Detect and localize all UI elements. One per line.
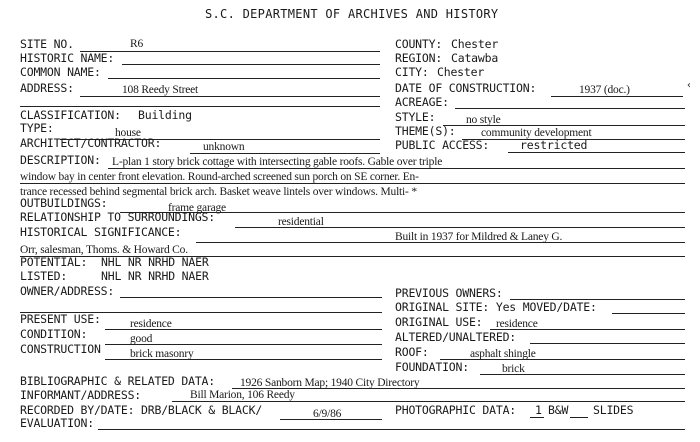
informant-line [172,401,685,402]
foundation-line [480,374,685,375]
site-no-value: R6 [130,38,144,50]
relationship-value: residential [278,216,324,228]
construction-value: brick masonry [130,348,194,360]
construction-line [105,359,382,360]
condition-value: good [130,333,153,345]
roof-line [440,359,685,360]
photographic-count-line [530,417,544,418]
date-construction-line [551,96,683,97]
section-divider [20,106,380,107]
classification-label: CLASSIFICATION: [20,108,121,122]
architect-line [190,153,380,154]
photographic-count: 1 [535,403,542,417]
roof-label: ROOF: [395,345,429,359]
architect-value: unknown [203,141,245,153]
historic-name-label: HISTORIC NAME: [20,51,115,65]
foundation-value: brick [502,363,525,375]
evaluation-label: EVALUATION: [20,416,94,430]
potential-options: NHL NR NRHD NAER [101,255,209,269]
acreage-label: ACREAGE: [395,95,449,109]
region-label: REGION: [395,51,443,65]
style-line [443,125,685,126]
outbuildings-label: OUTBUILDINGS: [20,196,108,210]
margin-tick: ‹ [686,80,693,91]
description-underline-2 [20,183,685,184]
relationship-label: RELATIONSHIP TO SURROUNDINGS: [20,210,215,224]
address-line [80,96,380,97]
original-use-value: residence [496,318,538,330]
photographic-label: PHOTOGRAPHIC DATA: [395,403,517,417]
evaluation-line [98,429,685,430]
owner-line [120,297,382,298]
form-title: S.C. DEPARTMENT OF ARCHIVES AND HISTORY [205,7,499,21]
city-label: CITY: [395,65,429,79]
present-use-line [105,329,382,330]
city-value: Chester [437,65,485,79]
historic-name-line [122,64,380,65]
present-use-value: residence [130,318,172,330]
date-construction-label: DATE OF CONSTRUCTION: [395,81,537,95]
outbuildings-value: frame garage [168,202,226,214]
bibliographic-value: 1926 Sanborn Map; 1940 City Directory [240,377,420,389]
recorded-line [280,419,382,420]
significance-line-2: Orr, salesman, Thoms. & Howard Co. [20,244,188,256]
photographic-slides: SLIDES [593,403,634,417]
altered-line [530,343,685,344]
listed-label: LISTED: [20,269,68,283]
public-access-value: restricted [520,138,588,152]
style-label: STYLE: [395,110,436,124]
acreage-line [455,108,685,109]
county-value: Chester [451,37,499,51]
significance-label: HISTORICAL SIGNIFICANCE: [20,225,182,239]
informant-value: Bill Marion, 106 Reedy [190,389,295,401]
description-underline-1 [108,168,685,169]
altered-label: ALTERED/UNALTERED: [395,330,517,344]
description-line-3: trance recessed behind segmental brick arch. Basket weave lintels over windows. Multi- * [20,186,417,198]
address-value: 108 Reedy Street [122,84,199,96]
owner-label: OWNER/ADDRESS: [20,284,115,298]
description-label: DESCRIPTION: [20,153,101,167]
region-value: Catawba [451,51,499,65]
date-construction-value: 1937 (doc.) [579,84,630,96]
original-site-line [612,313,685,314]
description-line-1: L-plan 1 story brick cottage with intersecting gable roofs. Gable over triple [112,156,443,168]
common-name-line [108,78,380,79]
original-use-line [490,329,685,330]
site-no-line [80,51,380,52]
classification-value: Building [138,108,192,122]
style-value: no style [466,114,501,126]
photographic-bw-line [570,417,588,418]
common-name-label: COMMON NAME: [20,65,101,79]
present-use-label: PRESENT USE: [20,312,101,326]
significance-line-1: Built in 1937 for Mildred & Laney G. [395,231,563,243]
public-access-label: PUBLIC ACCESS: [395,138,490,152]
previous-owners-label: PREVIOUS OWNERS: [395,286,503,300]
condition-line [105,344,382,345]
site-no-label: SITE NO. [20,37,74,51]
theme-value: community development [481,127,592,139]
description-line-2: window bay in center front elevation. Round-arched screened sun porch on SE corner. En- [20,171,419,183]
relationship-line [235,227,685,228]
listed-options: NHL NR NRHD NAER [101,269,209,283]
potential-label: POTENTIAL: [20,255,88,269]
bibliographic-label: BIBLIOGRAPHIC & RELATED DATA: [20,374,215,388]
photographic-bw: B&W [548,403,569,417]
significance-underline-1 [196,242,685,243]
type-label: TYPE: [20,121,54,135]
condition-label: CONDITION: [20,327,88,341]
public-access-line [508,152,685,153]
recorded-date: 6/9/86 [313,408,342,420]
informant-label: INFORMANT/ADDRESS: [20,388,142,402]
original-use-label: ORIGINAL USE: [395,315,483,329]
roof-value: asphalt shingle [470,348,536,360]
theme-label: THEME(S): [395,124,456,138]
original-site-label: ORIGINAL SITE: Yes MOVED/DATE: [395,300,597,314]
architect-label: ARCHITECT/CONTRACTOR: [20,136,162,150]
county-label: COUNTY: [395,37,443,51]
foundation-label: FOUNDATION: [395,360,469,374]
construction-label: CONSTRUCTION [20,342,101,356]
type-value: house [115,127,141,139]
recorded-label: RECORDED BY/DATE: DRB/BLACK & BLACK/ [20,403,263,417]
bibliographic-line [232,388,685,389]
address-label: ADDRESS: [20,81,74,95]
